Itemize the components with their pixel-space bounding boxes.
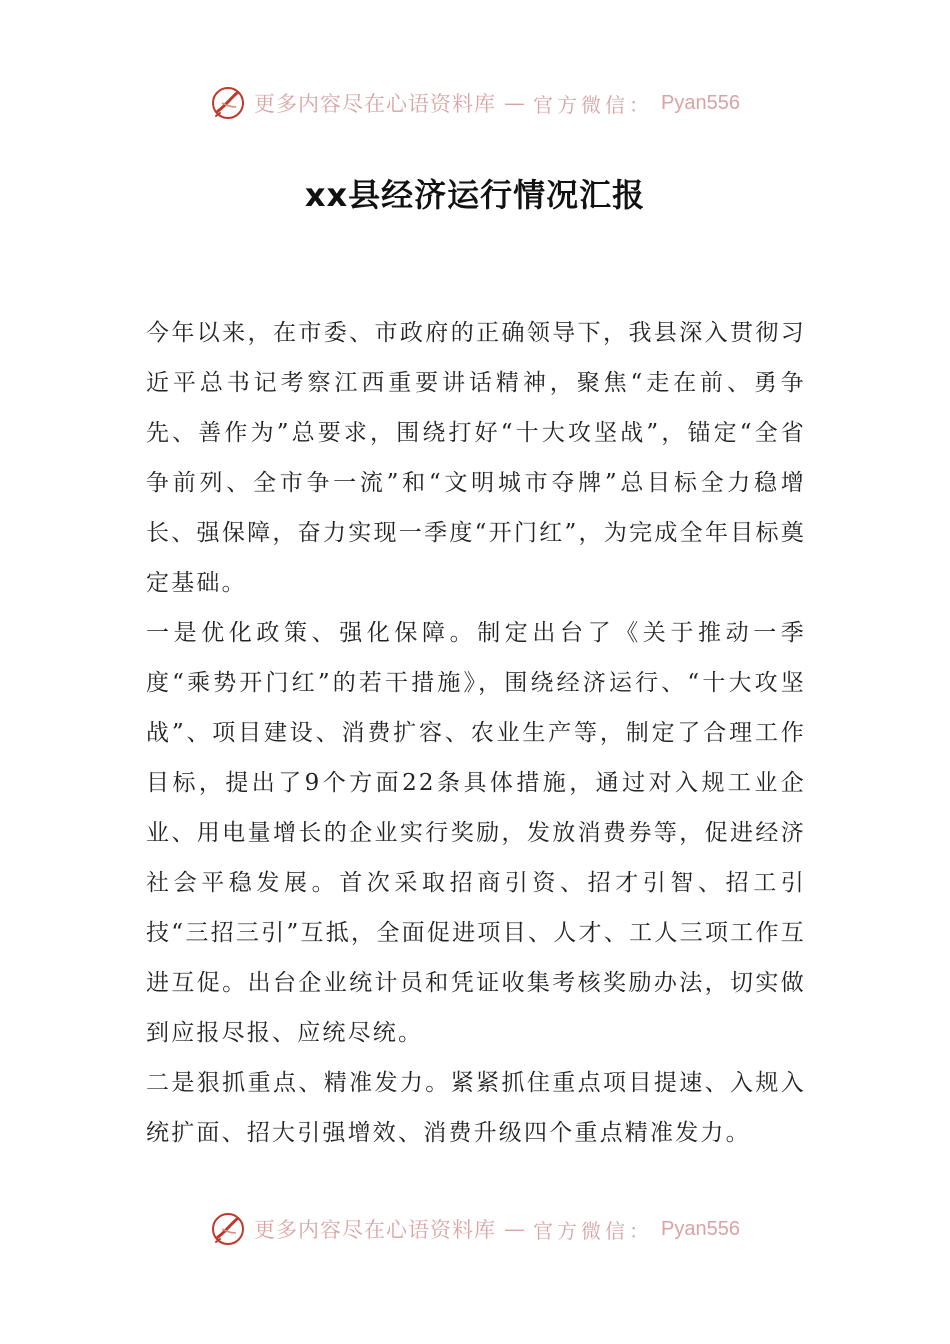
pen-logo-icon bbox=[210, 1211, 246, 1247]
banner-brand-text: 更多内容尽在心语资料库 bbox=[254, 92, 497, 116]
banner-dash: — bbox=[504, 1217, 526, 1241]
document-body bbox=[146, 308, 806, 1158]
banner-wechat-id: Pyan556 bbox=[661, 91, 740, 114]
banner-dash: — bbox=[504, 91, 526, 115]
document-title: xx县经济运行情况汇报 bbox=[304, 176, 646, 214]
paragraph-point-one: 一是优化政策、强化保障。制定出台了《关于推动一季度“乘势开门红”的若干措施》，围绕经济运行、“十大攻坚战”、项目建设、消费扩容、农业生产等，制定了合理工作目标，提出了9个方面22条具体措施，通过对入规工业企业、用电量增长的企业实行奖励，发放消费券等，促进经济社会平稳发展。首次采取招商引资、招才引智、招工引技“三招三引”互抵，全面促进项目、人才、工人三项工作互进互促。出台企业统计员和凭证收集考核奖励办法，切实做到应报尽报、应统尽统。 bbox=[146, 620, 806, 1046]
paragraph-point-two: 二是狠抓重点、精准发力。紧紧抓住重点项目提速、入规入统扩面、招大引强增效、消费升级四个重点精准发力。 bbox=[146, 1070, 806, 1146]
footer-banner bbox=[0, 1206, 950, 1252]
banner-wechat-label: 官方微信： bbox=[533, 92, 654, 117]
pen-logo-icon bbox=[210, 85, 246, 121]
banner-brand-text: 更多内容尽在心语资料库 bbox=[254, 1218, 497, 1242]
banner-wechat-id: Pyan556 bbox=[661, 1217, 740, 1240]
header-banner bbox=[0, 80, 950, 126]
paragraph-intro: 今年以来，在市委、市政府的正确领导下，我县深入贯彻习近平总书记考察江西重要讲话精神，聚焦“走在前、勇争先、善作为”总要求，围绕打好“十大攻坚战”，锚定“全省争前列、全市争一流”和“文明城市夺牌”总目标全力稳增长、强保障，奋力实现一季度“开门红”，为完成全年目标奠定基础。 bbox=[146, 320, 806, 596]
banner-wechat-label: 官方微信： bbox=[533, 1218, 654, 1243]
